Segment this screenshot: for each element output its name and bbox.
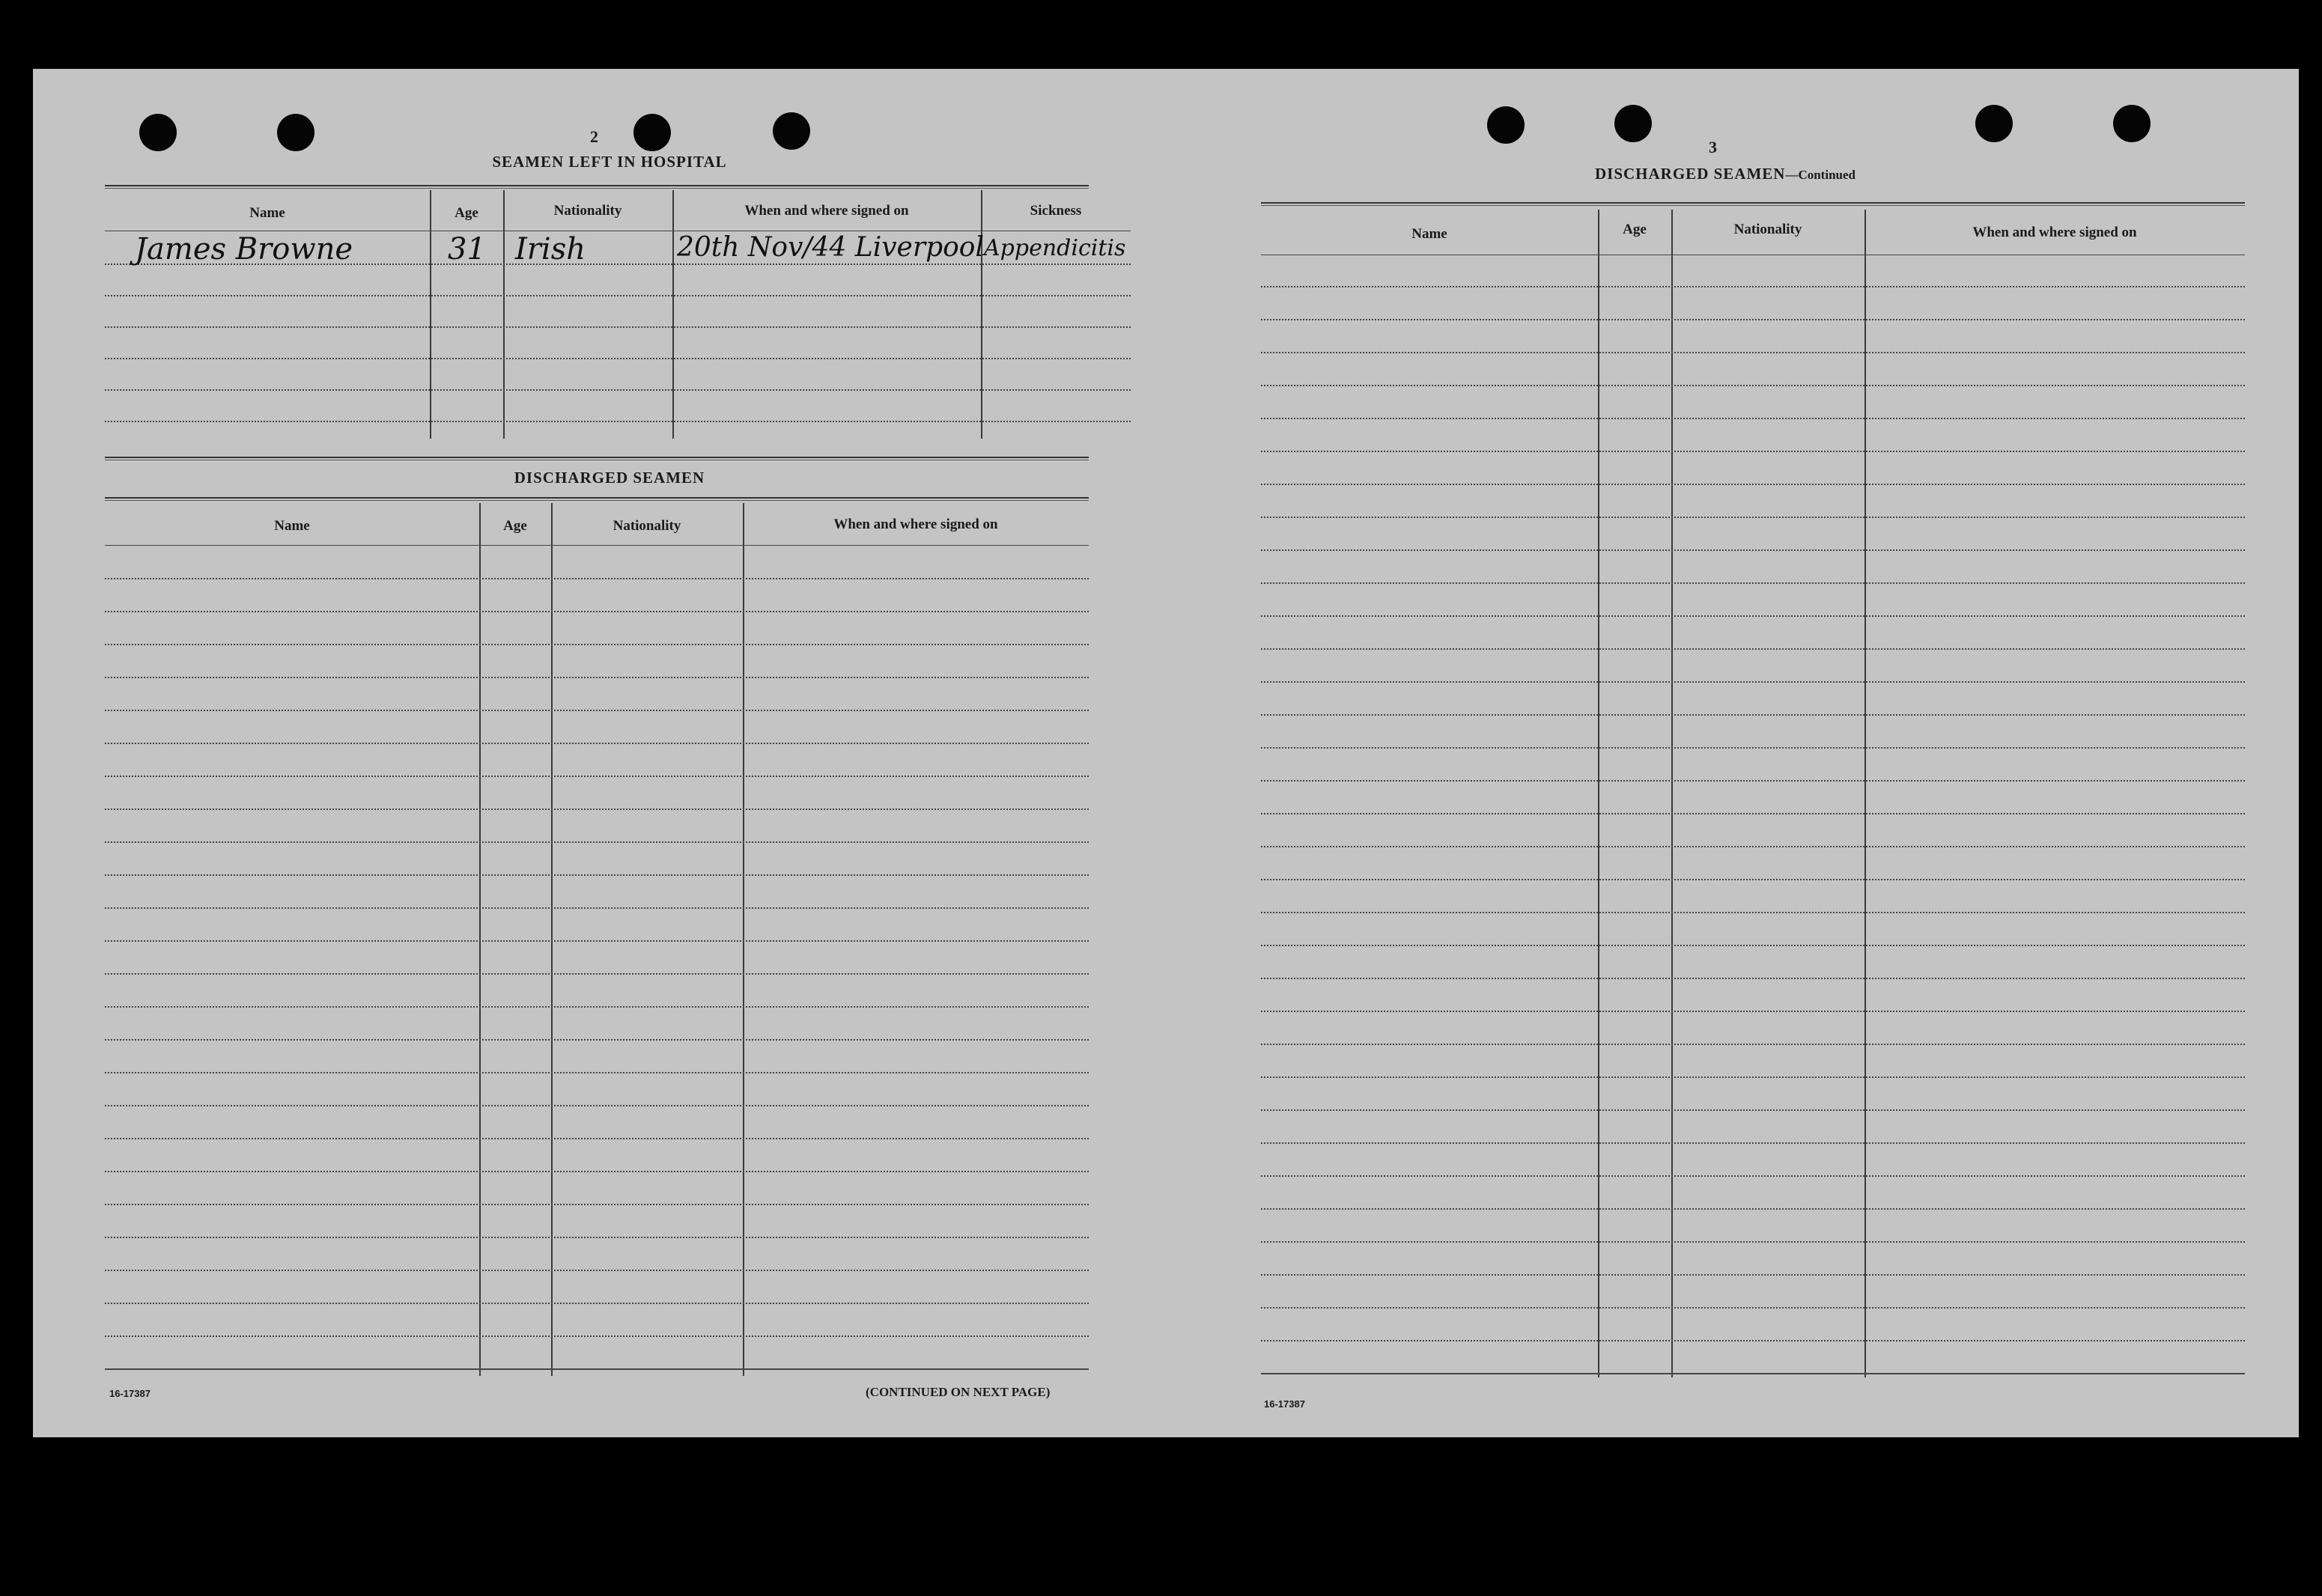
discharged-continued-title (1538, 165, 1912, 183)
form-code: 16-17387 (1264, 1398, 1305, 1410)
punch-hole (1487, 106, 1525, 144)
punch-hole (633, 114, 671, 151)
column-header-nationality: Nationality (613, 518, 681, 534)
punch-hole (1614, 105, 1652, 142)
discharged-section-title: DISCHARGED SEAMEN (514, 469, 705, 487)
handwritten-sickness: Appendicitis (984, 235, 1126, 261)
column-header-name: Name (249, 205, 285, 221)
column-header-name: Name (274, 518, 310, 534)
punch-hole (1975, 105, 2013, 142)
section-rule (105, 497, 1089, 501)
log-sheet (33, 69, 2299, 1437)
punch-hole (773, 112, 810, 150)
punch-hole (277, 114, 314, 151)
discharged-table (105, 503, 1089, 1379)
handwritten-nationality: Irish (515, 232, 586, 266)
column-header-signed-on: When and where signed on (1972, 225, 2137, 240)
column-header-nationality: Nationality (553, 203, 622, 219)
column-header-sickness: Sickness (1030, 203, 1082, 219)
hospital-table (105, 190, 1126, 514)
section-rule (105, 185, 1089, 189)
column-header-name: Name (1411, 226, 1447, 242)
punch-hole (2113, 105, 2151, 142)
punch-hole (139, 114, 177, 151)
section-rule (1261, 202, 2245, 206)
column-header-signed-on: When and where signed on (744, 203, 909, 219)
title-suffix: —Continued (1785, 168, 1856, 182)
column-header-age: Age (503, 518, 527, 534)
left-page (33, 69, 1164, 1437)
section-rule (105, 457, 1089, 460)
column-header-age: Age (455, 205, 478, 221)
right-page (1164, 69, 2299, 1437)
handwritten-signed-on: 20th Nov/44 Liverpool (677, 232, 984, 263)
column-header-age: Age (1623, 222, 1647, 237)
page-number: 2 (590, 127, 598, 146)
column-header-nationality: Nationality (1733, 222, 1802, 237)
column-header-signed-on: When and where signed on (833, 517, 998, 532)
handwritten-name: James Browne (135, 232, 353, 266)
continued-note: (CONTINUED ON NEXT PAGE) (866, 1385, 1051, 1399)
form-code: 16-17387 (109, 1388, 151, 1399)
handwritten-age: 31 (448, 232, 486, 266)
hospital-section-title: SEAMEN LEFT IN HOSPITAL (492, 153, 727, 171)
title-main: DISCHARGED SEAMEN (1595, 165, 1786, 183)
page-number: 3 (1709, 138, 1717, 156)
discharged-continued-table (1261, 210, 2245, 1392)
